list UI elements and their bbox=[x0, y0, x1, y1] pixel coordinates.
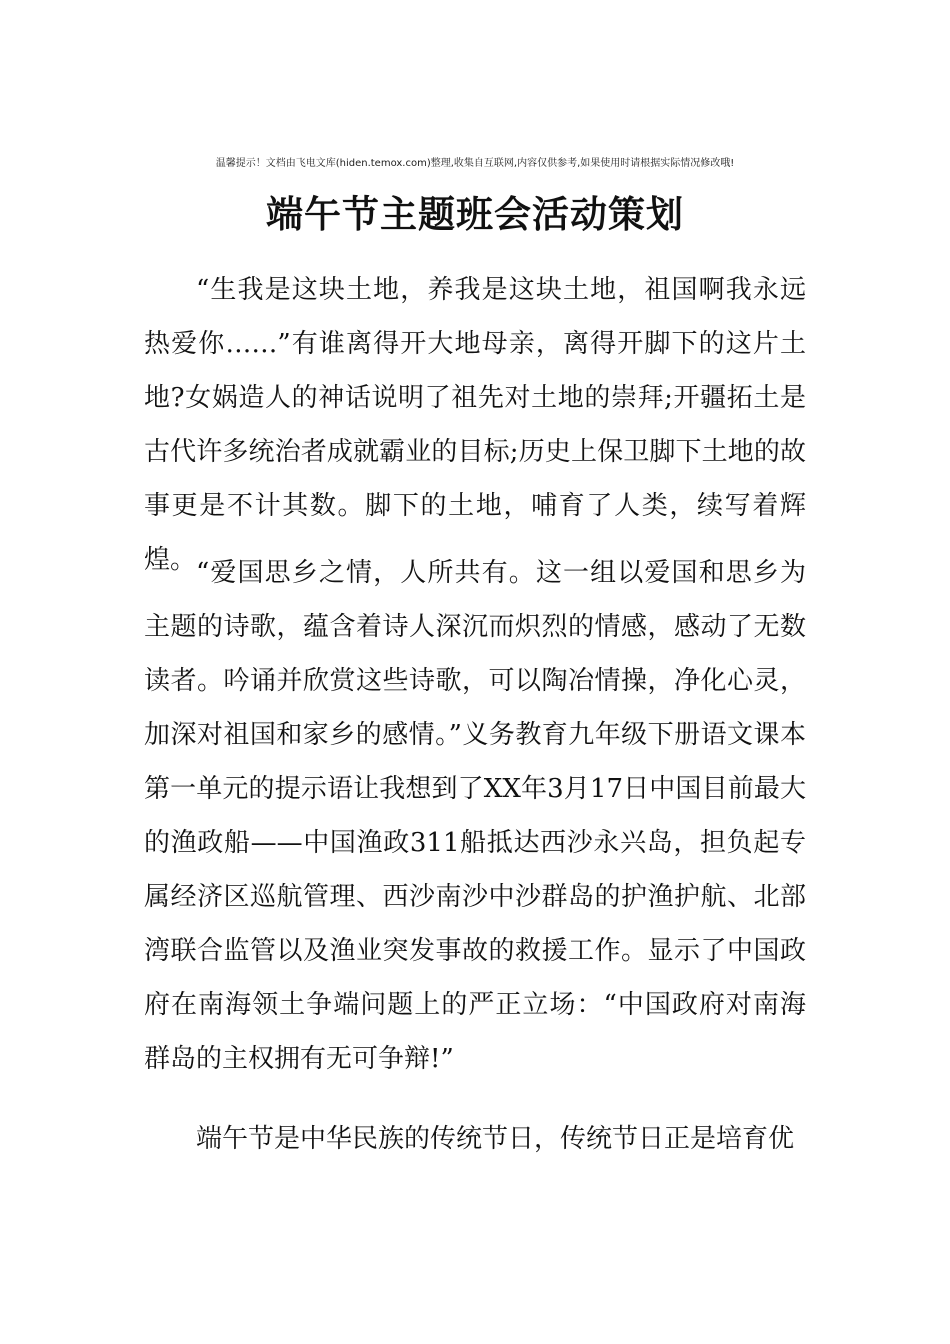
paragraph-1: “生我是这块土地，养我是这块土地，祖国啊我永远热爱你……”有谁离得开大地母亲，离得开脚下的这片土地?女娲造人的神话说明了祖先对土地的崇拜;开疆拓土是古代许多统治者成就霸业的目标;历史上保卫脚下土地的故事更是不计其数。脚下的土地，哺育了人类，续写着辉煌。 bbox=[144, 275, 806, 575]
download-notice: 温馨提示！文档由飞电文库(hiden.temox.com)整理,收集自互联网,内容仅供参考,如果使用时请根据实际情况修改哦! bbox=[215, 158, 735, 169]
paragraph-2: “爱国思乡之情，人所共有。这一组以爱国和思乡为主题的诗歌，蕴含着诗人深沉而炽烈的情感，感动了无数读者。吟诵并欣赏这些诗歌，可以陶冶情操，净化心灵，加深对祖国和家乡的感情。”义务教育九年级下册语文课本第一单元的提示语让我想到了XX年3月17日中国目前最大的渔政船——中国渔政311船抵达西沙永兴岛，担负起专属经济区巡航管理、西沙南沙中沙群岛的护渔护航、北部湾联合监管以及渔业突发事故的救援工作。显示了中国政府在南海领土争端问题上的严正立场：“中国政府对南海群岛的主权拥有无可争辩!” bbox=[144, 558, 806, 1074]
paragraph-3: 端午节是中华民族的传统节日，传统节日正是培育优 bbox=[196, 1124, 795, 1154]
document-title: 端午节主题班会活动策划 bbox=[266, 192, 684, 236]
